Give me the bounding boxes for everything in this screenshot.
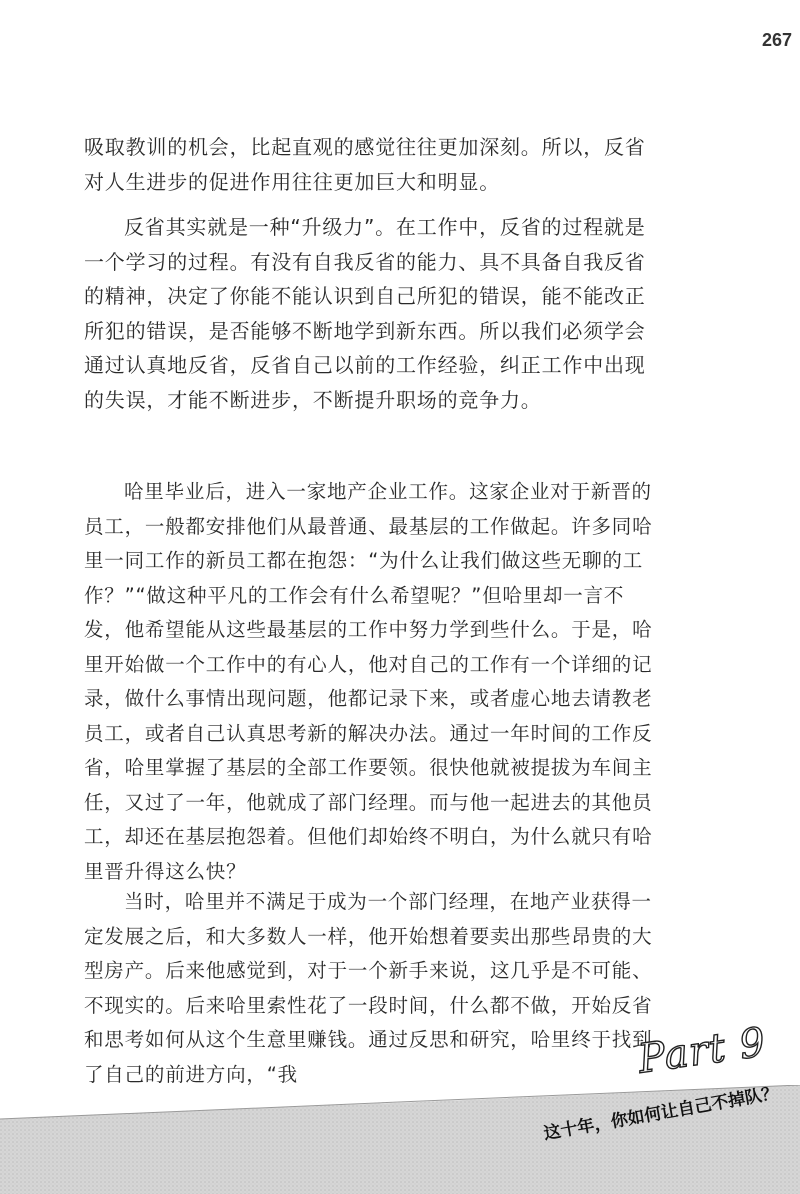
page-number: 267 — [761, 30, 792, 50]
paragraph-4: 当时，哈里并不满足于成为一个部门经理，在地产业获得一定发展之后，和大多数人一样，他开始想着要卖出那些昂贵的大型房产。后来他感觉到，对于一个新手来说，这几乎是不可能、不现实的。后来哈里索性花了一段时间，什么都不做，开始反省和思考如何从这个生意里赚钱。通过反思和研究，哈里终于找到了自己的前进方向，“我 — [84, 890, 653, 1086]
part-label: Part 9 — [635, 1019, 769, 1083]
paragraph-2: 反省其实就是一种“升级力”。在工作中，反省的过程就是一个学习的过程。有没有自我反省的能力、具不具备自我反省的精神，决定了你能不能认识到自己所犯的错误，能不能改正所犯的错误，是否能够不断地学到新东西。所以我们必须学会通过认真地反省，反省自己以前的工作经验，纠正工作中出现的失误，才能不断进步，不断提升职场的竞争力。 — [84, 215, 646, 412]
part-subtitle: 这十年，你如何让自己不掉队？ — [542, 1083, 781, 1145]
paragraph-1: 吸取教训的机会，比起直观的感觉往往更加深刻。所以，反省对人生进步的促进作用往往更加巨大和明显。 — [84, 135, 646, 194]
paragraph-3: 哈里毕业后，进入一家地产企业工作。这家企业对于新晋的员工，一般都安排他们从最普通、最基层的工作做起。许多同哈里一同工作的新员工都在抱怨：“为什么让我们做这些无聊的工作？”“做这种平凡的工作会有什么希望呢？”但哈里却一言不发，他希望能从这些最基层的工作中努力学到些什么。于是，哈里开始做一个工作中的有心人，他对自己的工作有一个详细的记录，做什么事情出现问题，他都记录下来，或者虚心地去请教老员工，或者自己认真思考新的解决办法。通过一年时间的工作反省，哈里掌握了基层的全部工作要领。很快他就被提拔为车间主任，又过了一年，他就成了部门经理。而与他一起进去的其他员工，却还在基层抱怨着。但他们却始终不明白，为什么就只有哈里晋升得这么快？ — [84, 480, 653, 883]
